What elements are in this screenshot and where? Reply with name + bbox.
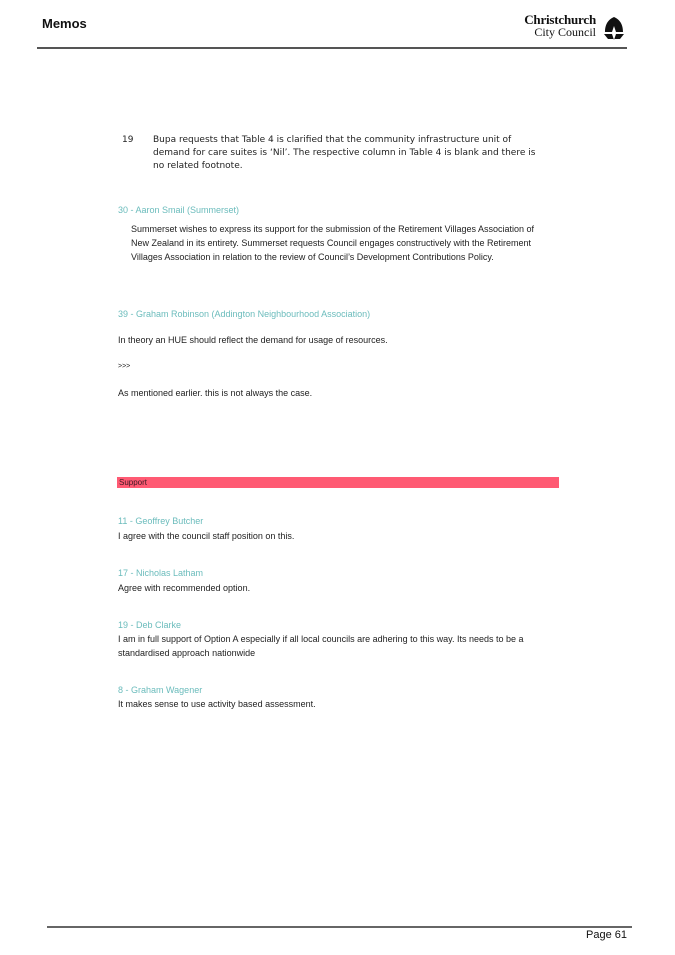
item-number: 19 bbox=[122, 135, 134, 145]
submitter-comment: In theory an HUE should reflect the demand for usage of resources. bbox=[118, 335, 388, 345]
support-label: Support bbox=[119, 478, 148, 487]
quote-marker: >>> bbox=[118, 363, 131, 370]
submitter-heading: 39 - Graham Robinson (Addington Neighbourhood Association) bbox=[118, 309, 371, 319]
logo-line2: City Council bbox=[534, 25, 596, 39]
submitter-comment: Summerset wishes to express its support for the submission of the Retirement Villages Association of New Zealand in its entirety. Summerset requests Council engages constructively with the Retirement Villages Association in relation to the review of Council’s Development Contributions Policy. bbox=[131, 224, 535, 262]
submitter-comment: Agree with recommended option. bbox=[118, 583, 251, 593]
submitter-heading: 19 - Deb Clarke bbox=[118, 620, 182, 630]
council-logo bbox=[514, 14, 626, 44]
submitter-comment: It makes sense to use activity based assessment. bbox=[118, 699, 316, 709]
header-rule bbox=[37, 47, 627, 49]
logo-line1: Christchurch bbox=[524, 12, 596, 27]
numbered-submission-item bbox=[122, 134, 542, 173]
submitter-comment: I agree with the council staff position on this. bbox=[118, 531, 295, 541]
submitter-comment: As mentioned earlier. this is not always the case. bbox=[118, 388, 313, 398]
submitter-heading: 11 - Geoffrey Butcher bbox=[118, 516, 204, 526]
submitter-heading: 8 - Graham Wagener bbox=[118, 685, 203, 695]
page-number: Page 61 bbox=[586, 929, 627, 941]
submitter-heading: 30 - Aaron Smail (Summerset) bbox=[118, 205, 240, 215]
footer-rule bbox=[47, 926, 632, 928]
submitter-heading: 17 - Nicholas Latham bbox=[118, 568, 204, 578]
header-title: Memos bbox=[42, 16, 87, 31]
christchurch-cathedral-logo-icon bbox=[602, 16, 626, 42]
submitter-comment: I am in full support of Option A especially if all local councils are adhering to this way. Its needs to be a standardised approach nationwide bbox=[118, 634, 524, 658]
support-section-banner bbox=[117, 477, 559, 488]
item-text: Bupa requests that Table 4 is clarified that the community infrastructure unit of demand for care suites is ‘Nil’. The respective column in Table 4 is blank and there is no related footnote. bbox=[153, 135, 536, 171]
